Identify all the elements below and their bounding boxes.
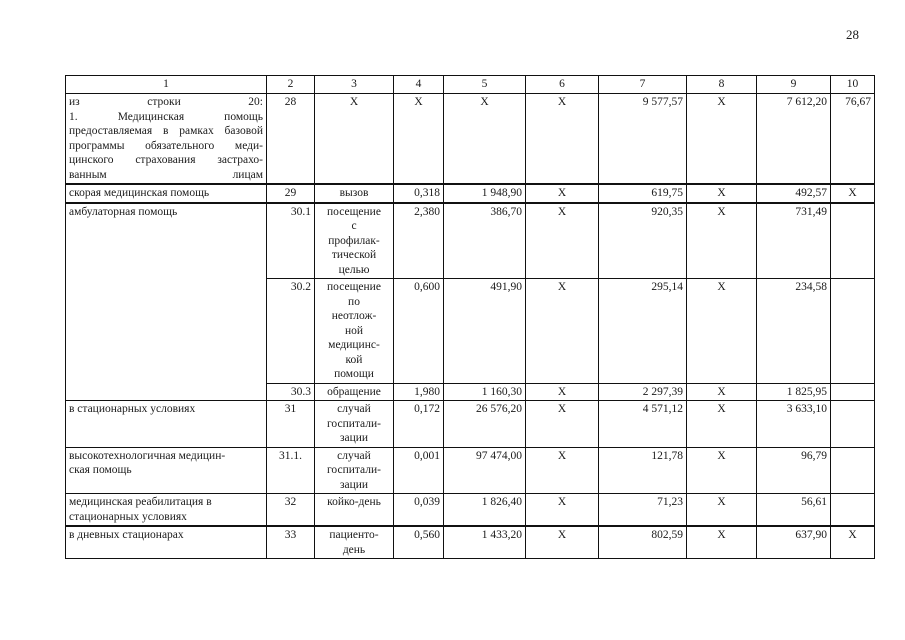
value-cell: Х [526,203,599,279]
page-number: 28 [846,27,859,42]
value-cell: 295,14 [599,279,687,384]
header-cell: 5 [444,76,526,94]
value-cell: Х [687,447,757,494]
value-cell: 121,78 [599,447,687,494]
table-row [66,94,875,185]
header-cell: 4 [394,76,444,94]
table-row [66,447,875,494]
table-row [66,494,875,527]
row-code: 30.1 [267,203,315,279]
row-code: 31.1. [267,447,315,494]
value-cell: 0,318 [394,184,444,203]
unit-cell: вызов [315,184,394,203]
row-label: медицинская реабилитация в стационарных условиях [66,494,267,527]
value-cell: Х [526,447,599,494]
value-cell: 3 633,10 [757,401,831,448]
value-cell [831,383,875,401]
value-cell: 2,380 [394,203,444,279]
value-cell: 76,67 [831,94,875,185]
value-cell: 71,23 [599,494,687,527]
table-row [66,401,875,448]
row-label: амбулаторная помощь [66,203,267,401]
value-cell: Х [687,526,757,559]
unit-cell: случай госпитали- зации [315,401,394,448]
value-cell: Х [687,94,757,185]
value-cell [831,203,875,279]
value-cell: 492,57 [757,184,831,203]
value-cell: 637,90 [757,526,831,559]
row-code: 30.2 [267,279,315,384]
unit-cell: посещение по неотлож- ной медицинс- кой помощи [315,279,394,384]
value-cell: 1 433,20 [444,526,526,559]
unit-cell: посещение с профилак- тической целью [315,203,394,279]
row-code: 30.3 [267,383,315,401]
value-cell: Х [687,203,757,279]
value-cell: Х [831,526,875,559]
value-cell: 491,90 [444,279,526,384]
value-cell: 234,58 [757,279,831,384]
value-cell: 56,61 [757,494,831,527]
value-cell: 920,35 [599,203,687,279]
value-cell: Х [687,383,757,401]
row-code: 32 [267,494,315,527]
row-label: скорая медицинская помощь [66,184,267,203]
value-cell [831,447,875,494]
row-label: высокотехнологичная медицин- ская помощь [66,447,267,494]
header-cell: 7 [599,76,687,94]
header-cell: 10 [831,76,875,94]
unit-cell: пациенто- день [315,526,394,559]
value-cell: 96,79 [757,447,831,494]
value-cell: Х [526,94,599,185]
value-cell: Х [687,494,757,527]
value-cell: Х [526,383,599,401]
row-label: из строки 20: 1. Медицинская помощь предоставляемая в рамках базовой программы обязательного меди- цинского страхования застрахо- ванным лицам [66,94,267,185]
value-cell: 4 571,12 [599,401,687,448]
value-cell: Х [687,401,757,448]
value-cell: 0,039 [394,494,444,527]
header-cell: 9 [757,76,831,94]
header-cell: 6 [526,76,599,94]
value-cell: 26 576,20 [444,401,526,448]
header-cell: 2 [267,76,315,94]
value-cell: 9 577,57 [599,94,687,185]
value-cell: 0,172 [394,401,444,448]
value-cell: 7 612,20 [757,94,831,185]
value-cell: 386,70 [444,203,526,279]
data-table [65,75,875,559]
table-row [66,184,875,203]
value-cell: Х [444,94,526,185]
header-cell: 8 [687,76,757,94]
value-cell: 0,560 [394,526,444,559]
header-cell: 3 [315,76,394,94]
unit-cell: обращение [315,383,394,401]
value-cell: Х [831,184,875,203]
unit-cell: случай госпитали- зации [315,447,394,494]
value-cell: Х [687,279,757,384]
value-cell: 2 297,39 [599,383,687,401]
value-cell [831,494,875,527]
value-cell: Х [526,279,599,384]
header-row [66,76,875,94]
unit-cell: койко-день [315,494,394,527]
value-cell: 97 474,00 [444,447,526,494]
table-row [66,526,875,559]
value-cell: 1,980 [394,383,444,401]
unit-cell: Х [315,94,394,185]
table-row [66,203,875,279]
row-code: 33 [267,526,315,559]
value-cell: 619,75 [599,184,687,203]
value-cell: Х [526,494,599,527]
value-cell: 731,49 [757,203,831,279]
value-cell: 1 826,40 [444,494,526,527]
value-cell: 0,001 [394,447,444,494]
value-cell: 0,600 [394,279,444,384]
row-label: в стационарных условиях [66,401,267,448]
row-code: 31 [267,401,315,448]
value-cell: 1 160,30 [444,383,526,401]
value-cell: Х [687,184,757,203]
header-cell: 1 [66,76,267,94]
row-code: 28 [267,94,315,185]
value-cell: 1 825,95 [757,383,831,401]
value-cell: Х [526,401,599,448]
row-code: 29 [267,184,315,203]
value-cell: Х [526,184,599,203]
value-cell: 1 948,90 [444,184,526,203]
row-label: в дневных стационарах [66,526,267,559]
value-cell: Х [394,94,444,185]
value-cell: 802,59 [599,526,687,559]
value-cell [831,279,875,384]
value-cell: Х [526,526,599,559]
value-cell [831,401,875,448]
